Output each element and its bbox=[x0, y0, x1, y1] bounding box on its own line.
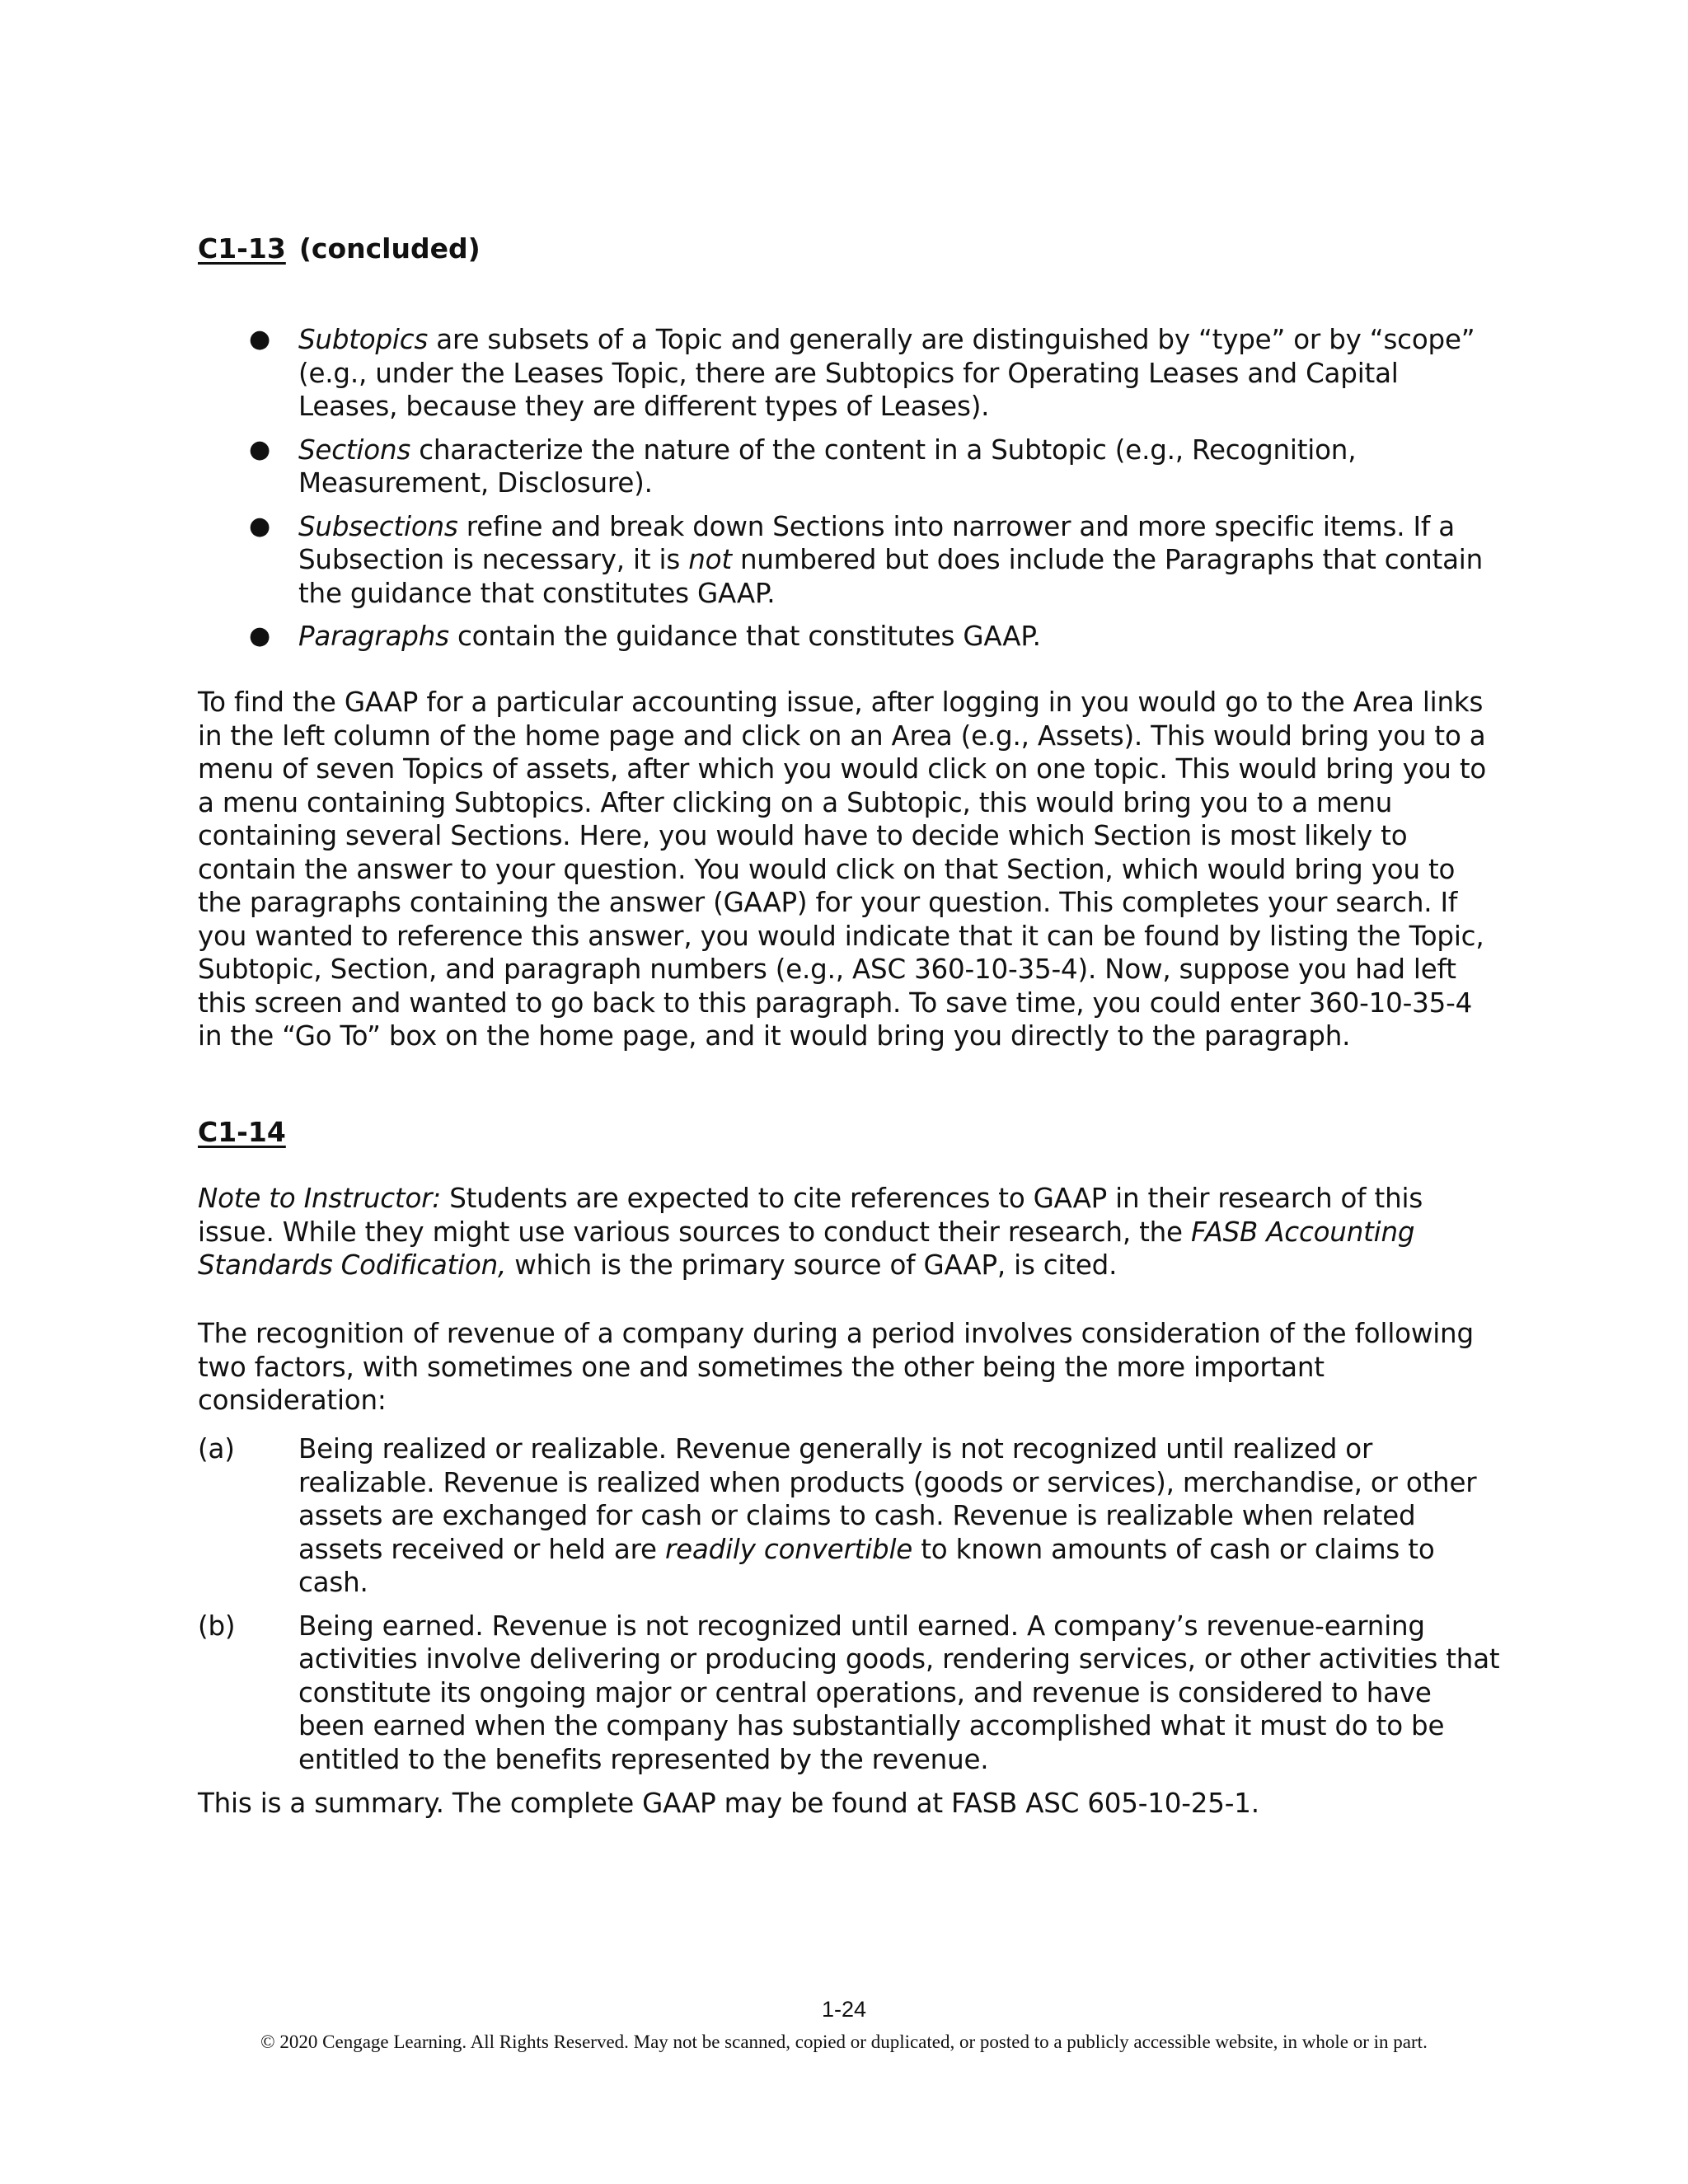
bullet-term: Subtopics bbox=[298, 324, 429, 355]
bullet-icon: ● bbox=[249, 325, 270, 354]
summary-paragraph: This is a summary. The complete GAAP may be found at FASB ASC 605-10-25-1. bbox=[198, 1788, 1259, 1819]
bullet-term: Paragraphs bbox=[298, 621, 449, 652]
item-marker: (b) bbox=[198, 1610, 236, 1642]
item-emphasis: readily convertible bbox=[664, 1533, 913, 1565]
list-item bbox=[198, 323, 1500, 424]
bullet-icon: ● bbox=[249, 511, 270, 541]
list-item bbox=[198, 434, 1500, 500]
item-text: Being earned. Revenue is not recognized until earned. A company’s revenue-earning activities involve delivering or producing goods, rendering services, or other activities that constitute its ongoing major or central operations, and revenue is considered to have been earned when the company has substantially accomplished what it must do to be entitled to the benefits represented by the revenue. bbox=[298, 1610, 1500, 1775]
section-code: C1-14 bbox=[198, 1116, 286, 1148]
list-item bbox=[198, 1432, 1500, 1600]
revenue-factors-list bbox=[198, 1432, 1500, 1786]
bullet-text: refine and break down Sections into narrower and more specific items. If a Subsection is necessary, it is bbox=[298, 510, 1455, 575]
item-text: to known amounts of cash or claims to cash. bbox=[298, 1533, 1435, 1598]
copyright-notice: © 2020 Cengage Learning. All Rights Reserved. May not be scanned, copied or duplicated, or posted to a publicly accessible website, in whole or in part. bbox=[260, 2032, 1428, 2052]
list-item bbox=[198, 1610, 1500, 1777]
bullet-text: contain the guidance that constitutes GAAP. bbox=[448, 621, 1041, 652]
bullet-term: Subsections bbox=[298, 510, 458, 542]
list-item bbox=[198, 510, 1500, 611]
bullet-icon: ● bbox=[249, 621, 270, 650]
bullet-text: characterize the nature of the content in a Subtopic (e.g., Recognition, Measurement, Disclosure). bbox=[298, 434, 1357, 499]
bullet-text: are subsets of a Topic and generally are distinguished by “type” or by “scope” (e.g., under the Leases Topic, there are Subtopics for Operating Leases and Capital Leases, because they are different types of Leases). bbox=[298, 324, 1475, 422]
section-code: C1-13 bbox=[198, 232, 286, 265]
find-gaap-paragraph: To find the GAAP for a particular accounting issue, after logging in you would go to the Area links in the left column of the home page and click on an Area (e.g., Assets). This would bring you to a menu of seven Topics of assets, after which you would click on one topic. This would bring you to a menu containing Subtopics. After clicking on a Subtopic, this would bring you to a menu containing several Sections. Here, you would have to decide which Section is most likely to contain the answer to your question. You would click on that Section, which would bring you to the paragraphs containing the answer (GAAP) for your question. This completes your search. If you wanted to reference this answer, you would indicate that it can be found by listing the Topic, Subtopic, Section, and paragraph numbers (e.g., ASC 360-10-35-4). Now, suppose you had left this screen and wanted to go back to this paragraph. To save time, you could enter 360-10-35-4 in the “Go To” box on the home page, and it would bring you directly to the paragraph. bbox=[198, 687, 1487, 1052]
bullet-text: numbered but does include the Paragraphs that contain the guidance that constitutes GAAP. bbox=[298, 544, 1484, 609]
note-emphasis: FASB Accounting Standards Codification, bbox=[198, 1216, 1415, 1281]
note-text: Students are expected to cite references to GAAP in their research of this issue. While they might use various sources to conduct their research, the bbox=[198, 1183, 1423, 1248]
note-text: which is the primary source of GAAP, is cited. bbox=[506, 1249, 1118, 1281]
section-suffix: (concluded) bbox=[298, 232, 481, 265]
item-marker: (a) bbox=[198, 1433, 235, 1465]
item-text: Being realized or realizable. Revenue generally is not recognized until realized or realizable. Revenue is realized when products (goods or services), merchandise, or other assets are exchanged for cash or claims to cash. Revenue is realizable when related assets received or held are bbox=[298, 1433, 1477, 1565]
bullet-icon: ● bbox=[249, 434, 270, 464]
document-page bbox=[198, 0, 1500, 2184]
note-label: Note to Instructor: bbox=[198, 1183, 442, 1214]
section-heading-c1-13 bbox=[198, 232, 481, 265]
list-item bbox=[198, 620, 1500, 654]
recognition-intro: The recognition of revenue of a company during a period involves consideration of the following two factors, with sometimes one and sometimes the other being the more important consideration: bbox=[198, 1318, 1474, 1416]
page-number: 1-24 bbox=[821, 1997, 867, 2022]
instructor-note bbox=[198, 1182, 1500, 1282]
bullet-term: Sections bbox=[298, 434, 411, 466]
section-heading-c1-14 bbox=[198, 1116, 286, 1149]
bullet-emphasis: not bbox=[688, 544, 732, 575]
codification-structure-list bbox=[198, 323, 1500, 663]
